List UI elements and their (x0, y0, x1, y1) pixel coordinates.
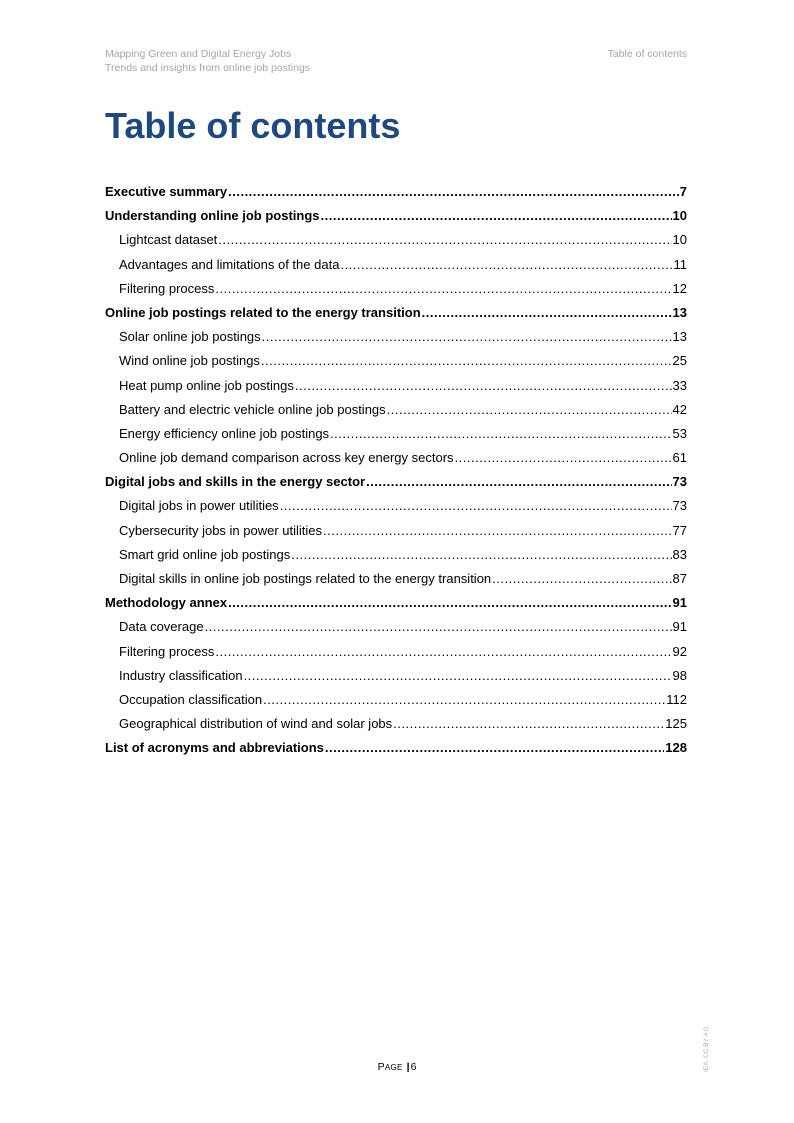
toc-entry-label: Online job demand comparison across key energy sectors (119, 450, 454, 466)
toc-page-number: 77 (672, 522, 687, 538)
toc-subsection-entry[interactable] (105, 543, 687, 567)
toc-entry-label: Digital skills in online job postings related to the energy transition (119, 571, 492, 586)
running-header (105, 47, 310, 75)
toc-section-entry[interactable] (105, 736, 687, 760)
page-title: Table of contents (105, 105, 401, 146)
toc-dot-leader (393, 712, 664, 736)
toc-page-number: 128 (665, 740, 687, 756)
toc-entry-label: Wind online job postings (119, 353, 260, 369)
toc-entry-label: Occupation classification (119, 691, 263, 707)
toc-dot-leader (244, 664, 672, 688)
toc-page-number: 98 (672, 667, 687, 683)
toc-entry-label: Online job postings related to the energy transition (105, 304, 421, 320)
toc-entry-label: Cybersecurity jobs in power utilities (119, 522, 323, 538)
toc-entry-label: Understanding online job postings (105, 208, 320, 224)
toc-page-number: 7 (679, 184, 687, 199)
toc-dot-leader (323, 519, 672, 543)
toc-subsection-entry[interactable] (105, 398, 687, 422)
toc-dot-leader (387, 398, 672, 422)
toc-dot-leader (366, 470, 671, 494)
toc-dot-leader (205, 615, 672, 639)
toc-entry-label: List of acronyms and abbreviations (105, 740, 324, 756)
toc-subsection-entry[interactable] (105, 494, 687, 518)
toc-entry-label: Digital jobs and skills in the energy sector (105, 474, 366, 490)
toc-entry-label: Geographical distribution of wind and solar jobs (119, 716, 393, 732)
toc-dot-leader (295, 374, 672, 398)
toc-entry-label: Filtering process (119, 643, 215, 659)
toc-page-number: 91 (672, 619, 687, 635)
toc-page-number: 73 (672, 474, 687, 490)
page-footer (0, 1061, 794, 1073)
toc-page-number: 73 (672, 498, 687, 514)
toc-dot-leader (330, 422, 671, 446)
toc-page-number: 10 (672, 232, 687, 248)
toc-section-entry[interactable] (105, 591, 687, 615)
toc-subsection-entry[interactable] (105, 712, 687, 736)
toc-dot-leader (263, 688, 665, 712)
toc-dot-leader (215, 640, 671, 664)
toc-subsection-entry[interactable] (105, 325, 687, 349)
report-subtitle: Trends and insights from online job postings (105, 62, 311, 74)
toc-page-number: 53 (672, 425, 687, 441)
toc-page-number: 10 (672, 208, 687, 224)
toc-entry-label: Executive summary (105, 184, 228, 199)
page-separator: | (406, 1061, 410, 1073)
report-title: Mapping Green and Digital Energy Jobs (105, 48, 292, 60)
toc-page-number: 92 (672, 643, 687, 659)
toc-dot-leader (340, 253, 672, 277)
toc-page-number: 87 (672, 571, 687, 586)
toc-entry-label: Energy efficiency online job postings (119, 425, 330, 441)
toc-page-number: 13 (672, 304, 687, 320)
toc-subsection-entry[interactable] (105, 446, 687, 470)
toc-page-number: 61 (672, 450, 687, 466)
toc-dot-leader (492, 567, 671, 591)
toc-dot-leader (215, 277, 671, 301)
toc-page-number: 11 (673, 256, 687, 272)
toc-dot-leader (261, 349, 672, 373)
toc-entry-label: Lightcast dataset (119, 232, 218, 248)
toc-dot-leader (321, 204, 672, 228)
toc-dot-leader (228, 180, 679, 204)
toc-page-number: 83 (672, 546, 687, 562)
toc-subsection-entry[interactable] (105, 664, 687, 688)
page-label-initial: P (377, 1061, 385, 1073)
section-header: Table of contents (607, 48, 687, 60)
toc-entry-label: Methodology annex (105, 595, 228, 611)
copyright-notice: IEA. CC BY 4.0. (703, 1025, 710, 1072)
toc-subsection-entry[interactable] (105, 277, 687, 301)
toc-section-entry[interactable] (105, 180, 687, 204)
toc-entry-label: Battery and electric vehicle online job postings (119, 401, 386, 417)
page-label-rest: AGE (384, 1063, 403, 1072)
toc-page-number: 33 (672, 377, 687, 393)
toc-entry-label: Advantages and limitations of the data (119, 256, 340, 272)
toc-subsection-entry[interactable] (105, 374, 687, 398)
page-number: 6 (410, 1061, 417, 1073)
toc-dot-leader (455, 446, 672, 470)
toc-section-entry[interactable] (105, 204, 687, 228)
toc-subsection-entry[interactable] (105, 253, 687, 277)
toc-dot-leader (280, 494, 672, 518)
toc-entry-label: Solar online job postings (119, 329, 261, 345)
toc-dot-leader (422, 301, 672, 325)
toc-section-entry[interactable] (105, 301, 687, 325)
toc-subsection-entry[interactable] (105, 567, 687, 591)
toc-dot-leader (218, 228, 671, 252)
toc-section-entry[interactable] (105, 470, 687, 494)
toc-subsection-entry[interactable] (105, 688, 687, 712)
toc-subsection-entry[interactable] (105, 349, 687, 373)
toc-subsection-entry[interactable] (105, 228, 687, 252)
toc-entry-label: Digital jobs in power utilities (119, 498, 279, 514)
toc-subsection-entry[interactable] (105, 519, 687, 543)
toc-dot-leader (325, 736, 664, 760)
page-label (378, 1061, 403, 1073)
toc-entry-label: Filtering process (119, 280, 215, 296)
toc-entry-label: Industry classification (119, 667, 243, 683)
toc-page-number: 42 (672, 401, 687, 417)
toc-dot-leader (291, 543, 671, 567)
toc-dot-leader (262, 325, 672, 349)
toc-subsection-entry[interactable] (105, 422, 687, 446)
toc-page-number: 25 (672, 353, 687, 369)
toc-page-number: 125 (665, 716, 687, 732)
toc-dot-leader (228, 591, 671, 615)
toc-entry-label: Data coverage (119, 619, 204, 635)
toc-subsection-entry[interactable] (105, 640, 687, 664)
table-of-contents (105, 180, 687, 761)
toc-page-number: 91 (672, 595, 687, 611)
toc-page-number: 112 (666, 691, 687, 707)
toc-entry-label: Heat pump online job postings (119, 377, 294, 393)
toc-subsection-entry[interactable] (105, 615, 687, 639)
toc-entry-label: Smart grid online job postings (119, 546, 291, 562)
toc-page-number: 12 (672, 280, 687, 296)
toc-page-number: 13 (672, 329, 687, 345)
